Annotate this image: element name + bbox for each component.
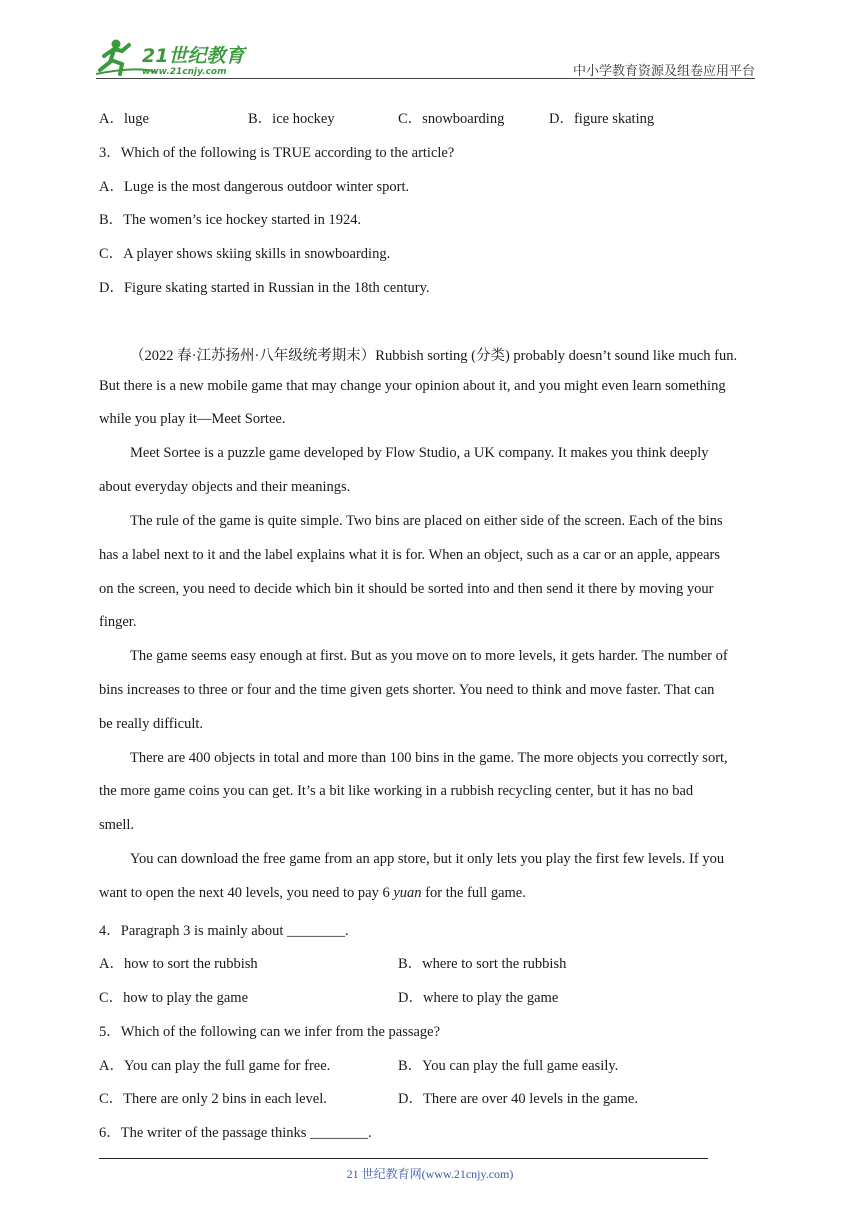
passage-last-line xyxy=(99,885,526,902)
logo-url-text: www.21cnjy.com xyxy=(142,67,227,77)
passage-line: about everyday objects and their meanings. xyxy=(99,479,351,495)
q4-option-a: A．how to sort the rubbish xyxy=(99,956,258,972)
q5-stem: 5．Which of the following can we infer from the passage? xyxy=(99,1024,441,1040)
passage-line: be really difficult. xyxy=(99,716,204,732)
page-header xyxy=(0,0,860,80)
passage-line: But there is a new mobile game that may change your opinion about it, and you might even learn something xyxy=(99,378,726,394)
q3-stem: 3．Which of the following is TRUE according to the article? xyxy=(99,145,455,161)
q3-option-a: A．Luge is the most dangerous outdoor winter sport. xyxy=(99,179,410,195)
q2-option-d: D．figure skating xyxy=(549,111,655,127)
passage-text: for the full game. xyxy=(421,885,526,901)
passage-italic-word: yuan xyxy=(393,885,422,901)
q2-option-b: B．ice hockey xyxy=(248,111,335,127)
passage-line: on the screen, you need to decide which bin it should be sorted into and then send it there by moving your xyxy=(99,581,714,597)
footer-link[interactable]: 21 世纪教育网(www.21cnjy.com) xyxy=(346,1167,514,1181)
q4-option-d: D．where to play the game xyxy=(398,990,559,1006)
q4-option-b: B．where to sort the rubbish xyxy=(398,956,567,972)
passage-line: You can download the free game from an app store, but it only lets you play the first few levels. If you xyxy=(130,851,725,867)
logo-main-text: 21世纪教育 xyxy=(142,45,245,67)
q3-option-b: B．The women’s ice hockey started in 1924. xyxy=(99,212,362,228)
passage-line: （2022 春·江苏扬州·八年级统考期末）Rubbish sorting (分类) probably doesn’t sound like much fun. xyxy=(130,348,738,364)
passage-line: The game seems easy enough at first. But as you move on to more levels, it gets harder. The number of xyxy=(130,648,728,664)
site-logo xyxy=(96,36,266,78)
passage-line: Meet Sortee is a puzzle game developed by Flow Studio, a UK company. It makes you think deeply xyxy=(130,445,709,461)
passage-line: while you play it—Meet Sortee. xyxy=(99,411,286,427)
q3-option-c: C．A player shows skiing skills in snowboarding. xyxy=(99,246,391,262)
passage-line: smell. xyxy=(99,817,135,833)
passage-line: There are 400 objects in total and more than 100 bins in the game. The more objects you correctly sort, xyxy=(130,750,728,766)
q5-option-b: B．You can play the full game easily. xyxy=(398,1058,619,1074)
passage-line: bins increases to three or four and the time given gets shorter. You need to think and move faster. That can xyxy=(99,682,715,698)
q2-option-c: C．snowboarding xyxy=(398,111,505,127)
passage-line: the more game coins you can get. It’s a bit like working in a rubbish recycling center, but it has no bad xyxy=(99,783,694,799)
passage-text: want to open the next 40 levels, you need to pay 6 xyxy=(99,885,394,901)
passage-line: finger. xyxy=(99,614,137,630)
q4-stem: 4．Paragraph 3 is mainly about ________. xyxy=(99,923,349,939)
q5-option-c: C．There are only 2 bins in each level. xyxy=(99,1091,327,1107)
q2-option-a: A．luge xyxy=(99,111,149,127)
platform-label: 中小学教育资源及组卷应用平台 xyxy=(572,64,755,79)
passage-line: The rule of the game is quite simple. Two bins are placed on either side of the screen. Each of the bins xyxy=(130,513,723,529)
passage-line: has a label next to it and the label explains what it is for. When an object, such as a car or an apple, appears xyxy=(99,547,721,563)
q5-option-d: D．There are over 40 levels in the game. xyxy=(398,1091,638,1107)
header-divider xyxy=(96,78,755,79)
q5-option-a: A．You can play the full game for free. xyxy=(99,1058,331,1074)
footer-divider xyxy=(99,1158,708,1159)
q3-option-d: D．Figure skating started in Russian in the 18th century. xyxy=(99,280,430,296)
q6-stem: 6．The writer of the passage thinks ________. xyxy=(99,1125,372,1141)
q4-option-c: C．how to play the game xyxy=(99,990,249,1006)
